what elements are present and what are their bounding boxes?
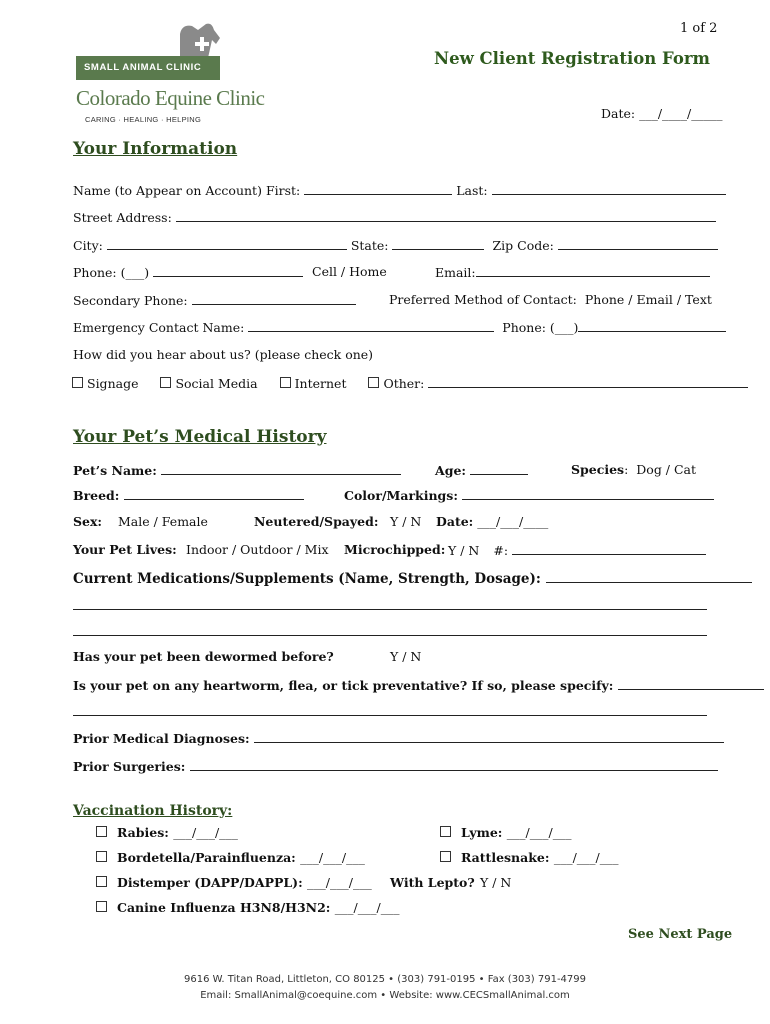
animal-silhouette-icon xyxy=(168,20,228,60)
last-name-label: Last: xyxy=(456,183,488,198)
canine-flu-checkbox[interactable] xyxy=(96,901,107,912)
species-row: Species: Dog / Cat xyxy=(571,462,697,477)
emergency-label: Emergency Contact Name: xyxy=(73,320,245,335)
date-field[interactable]: Date: ___/____/_____ xyxy=(601,106,723,121)
page-number: 1 of 2 xyxy=(680,21,718,36)
section-pet-medical-history: Your Pet’s Medical History xyxy=(73,427,327,447)
logo-banner: SMALL ANIMAL CLINIC xyxy=(76,56,220,80)
bordetella-row xyxy=(96,850,365,865)
sex-options[interactable]: Male / Female xyxy=(118,514,208,529)
street-row xyxy=(73,209,716,225)
surgeries-label: Prior Surgeries: xyxy=(73,759,186,774)
other-field[interactable] xyxy=(428,375,748,388)
medications-row xyxy=(73,570,752,587)
emergency-name-field[interactable] xyxy=(248,319,494,332)
neutered-date-field[interactable]: ___/___/____ xyxy=(477,514,549,529)
sex-label: Sex: xyxy=(73,514,103,529)
name-row xyxy=(73,182,726,198)
age-field[interactable] xyxy=(470,462,528,475)
microchipped-options[interactable]: Y / N xyxy=(448,543,480,558)
pet-name-field[interactable] xyxy=(161,462,401,475)
distemper-checkbox[interactable] xyxy=(96,876,107,887)
internet-checkbox[interactable] xyxy=(280,377,291,388)
phone-field[interactable] xyxy=(153,264,303,277)
footer-contact: Email: SmallAnimal@coequine.com • Website: www.CECSmallAnimal.com xyxy=(200,990,570,1001)
species-options[interactable]: Dog / Cat xyxy=(636,462,697,477)
last-name-field[interactable] xyxy=(492,182,726,195)
emergency-row xyxy=(73,319,726,335)
emergency-phone-field[interactable] xyxy=(578,319,726,332)
city-row xyxy=(73,237,718,253)
microchip-row xyxy=(448,542,706,558)
with-lepto-options[interactable]: Y / N xyxy=(480,875,512,890)
zip-label: Zip Code: xyxy=(492,238,554,253)
email-label: Email: xyxy=(435,265,476,280)
other-checkbox[interactable] xyxy=(368,377,379,388)
street-label: Street Address: xyxy=(73,210,172,225)
distemper-label: Distemper (DAPP/DAPPL): xyxy=(117,875,303,890)
dewormed-label: Has your pet been dewormed before? xyxy=(73,649,334,664)
name-label: Name (to Appear on Account) xyxy=(73,183,262,198)
bordetella-checkbox[interactable] xyxy=(96,851,107,862)
neutered-date-label: Date: xyxy=(436,514,474,529)
age-row xyxy=(435,462,528,478)
first-name-field[interactable] xyxy=(304,182,452,195)
first-name-label: First: xyxy=(265,183,301,198)
age-label: Age: xyxy=(435,463,467,478)
email-field[interactable] xyxy=(476,264,710,277)
hear-about-label: How did you hear about us? (please check one) xyxy=(73,347,374,362)
neutered-options[interactable]: Y / N xyxy=(390,514,422,529)
lyme-date-field[interactable]: ___/___/___ xyxy=(506,825,572,840)
color-label: Color/Markings: xyxy=(344,488,458,503)
microchipped-label: Microchipped: xyxy=(344,542,446,557)
neutered-date-row xyxy=(436,514,548,529)
street-field[interactable] xyxy=(176,209,716,222)
rabies-checkbox[interactable] xyxy=(96,826,107,837)
microchip-number-label: #: xyxy=(493,543,509,558)
other-label: Other: xyxy=(383,376,425,391)
medications-line-3[interactable] xyxy=(73,635,707,636)
diagnoses-field[interactable] xyxy=(254,730,724,743)
pet-lives-label: Your Pet Lives: xyxy=(73,542,177,557)
medications-field[interactable] xyxy=(546,570,752,583)
form-title: New Client Registration Form xyxy=(434,49,710,68)
state-field[interactable] xyxy=(392,237,484,250)
logo-clinic-name: Colorado Equine Clinic xyxy=(76,86,265,110)
canine-flu-row xyxy=(96,900,399,915)
heartworm-line-2[interactable] xyxy=(73,715,707,716)
logo-tagline: CARING · HEALING · HELPING xyxy=(85,115,202,124)
breed-row xyxy=(73,487,304,503)
city-label: City: xyxy=(73,238,103,253)
neutered-label: Neutered/Spayed: xyxy=(254,514,379,529)
cell-home-option[interactable]: Cell / Home xyxy=(312,264,387,279)
lyme-checkbox[interactable] xyxy=(440,826,451,837)
footer-address: 9616 W. Titan Road, Littleton, CO 80125 • (303) 791-0195 • Fax (303) 791-4799 xyxy=(183,974,587,985)
lyme-row xyxy=(440,825,571,840)
pref-contact-row xyxy=(389,292,712,307)
emergency-phone-label: Phone: (___) xyxy=(502,320,579,335)
signage-label: Signage xyxy=(87,376,139,391)
surgeries-field[interactable] xyxy=(190,758,718,771)
social-media-label: Social Media xyxy=(175,376,258,391)
secondary-phone-field[interactable] xyxy=(192,292,356,305)
distemper-row xyxy=(96,875,372,890)
state-label: State: xyxy=(350,238,389,253)
rattlesnake-checkbox[interactable] xyxy=(440,851,451,862)
surgeries-row xyxy=(73,758,718,774)
heartworm-row xyxy=(73,677,764,693)
signage-checkbox[interactable] xyxy=(72,377,83,388)
microchip-number-field[interactable] xyxy=(512,542,706,555)
diagnoses-row xyxy=(73,730,724,746)
vaccination-heading: Vaccination History: xyxy=(73,803,233,819)
zip-field[interactable] xyxy=(558,237,718,250)
rattlesnake-date-field[interactable]: ___/___/___ xyxy=(553,850,619,865)
pref-contact-label: Preferred Method of Contact: xyxy=(389,292,577,307)
heartworm-field[interactable] xyxy=(618,677,764,690)
diagnoses-label: Prior Medical Diagnoses: xyxy=(73,731,250,746)
rabies-label: Rabies: xyxy=(117,825,169,840)
dewormed-options[interactable]: Y / N xyxy=(390,649,422,664)
pet-name-label: Pet’s Name: xyxy=(73,463,157,478)
canine-flu-date-field[interactable]: ___/___/___ xyxy=(334,900,400,915)
medications-label: Current Medications/Supplements (Name, Strength, Dosage): xyxy=(73,571,541,587)
referral-options xyxy=(72,375,748,391)
canine-flu-label: Canine Influenza H3N8/H3N2: xyxy=(117,900,331,915)
phone-row xyxy=(73,264,303,280)
see-next-page: See Next Page xyxy=(628,927,733,942)
color-field[interactable] xyxy=(462,487,714,500)
section-your-information: Your Information xyxy=(73,139,238,159)
breed-field[interactable] xyxy=(124,487,304,500)
secondary-phone-label: Secondary Phone: xyxy=(73,293,188,308)
internet-label: Internet xyxy=(294,376,347,391)
pref-contact-options[interactable]: Phone / Email / Text xyxy=(584,292,712,307)
email-row xyxy=(435,264,710,280)
species-label: Species xyxy=(571,462,625,477)
bordetella-label: Bordetella/Parainfluenza: xyxy=(117,850,296,865)
distemper-date-field[interactable]: ___/___/___ xyxy=(307,875,372,890)
lyme-label: Lyme: xyxy=(461,825,503,840)
rattlesnake-label: Rattlesnake: xyxy=(461,850,550,865)
pet-lives-options[interactable]: Indoor / Outdoor / Mix xyxy=(186,542,329,557)
rattlesnake-row xyxy=(440,850,619,865)
pet-name-row xyxy=(73,462,401,478)
color-row xyxy=(344,487,714,503)
medications-line-2[interactable] xyxy=(73,609,707,610)
social-media-checkbox[interactable] xyxy=(160,377,171,388)
with-lepto-label: With Lepto? xyxy=(390,875,475,890)
phone-label: Phone: (___) xyxy=(73,265,150,280)
breed-label: Breed: xyxy=(73,488,120,503)
heartworm-label: Is your pet on any heartworm, flea, or tick preventative? If so, please specify: xyxy=(73,678,614,693)
bordetella-date-field[interactable]: ___/___/___ xyxy=(300,850,365,865)
secondary-phone-row xyxy=(73,292,356,308)
city-field[interactable] xyxy=(107,237,347,250)
rabies-row xyxy=(96,825,238,840)
rabies-date-field[interactable]: ___/___/___ xyxy=(173,825,238,840)
